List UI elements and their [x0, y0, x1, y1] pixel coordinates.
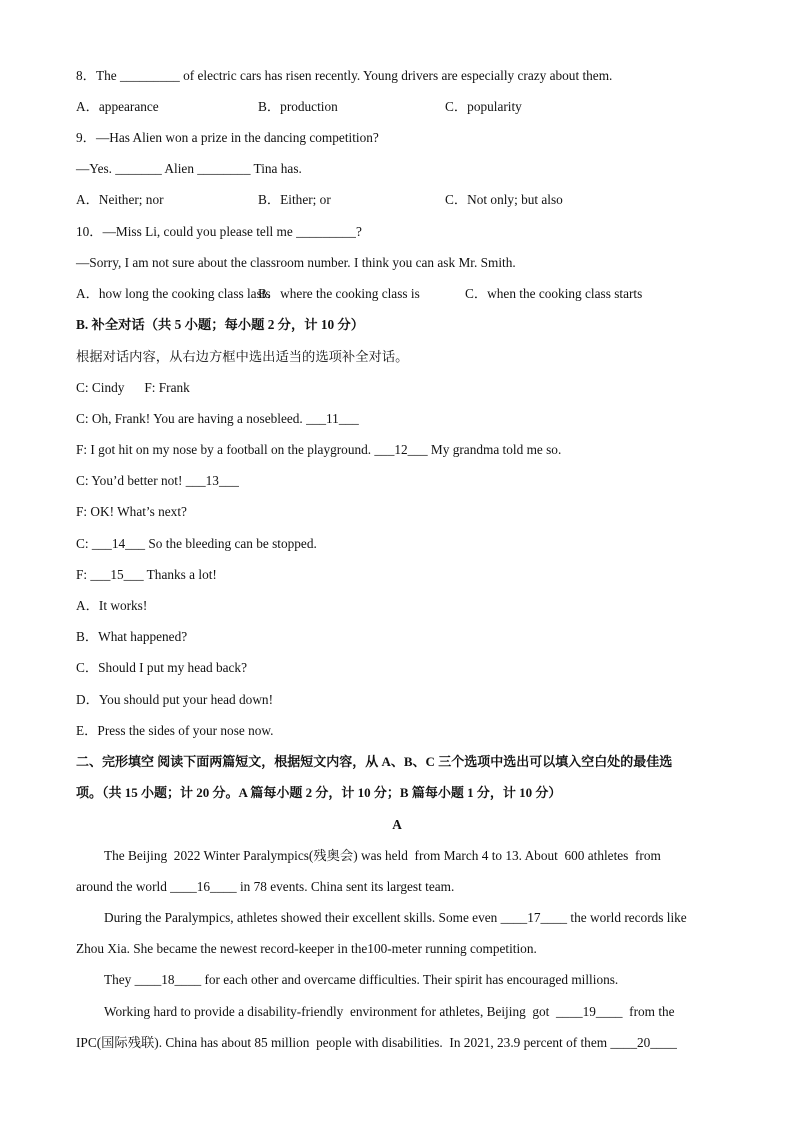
passage-line: They ____18____ for each other and overcame difficulties. Their spirit has encouraged millions. — [104, 972, 619, 987]
part-two-heading-line1: 二、完形填空 阅读下面两篇短文，根据短文内容，从 A、B、C 三个选项中选出可以填入空白处的最佳选 — [76, 754, 673, 769]
q10-options — [76, 285, 718, 303]
passage-line: IPC(国际残联). China has about 85 million people with disabilities. In 2021, 23.9 percent of them ____20____ — [76, 1035, 677, 1050]
q10-option-a: A．how long the cooking class lasts — [76, 286, 271, 301]
dialogue-line: F: OK! What’s next? — [76, 504, 187, 519]
q10-option-b: B．where the cooking class is — [258, 286, 420, 301]
q8-options — [76, 98, 718, 116]
passage-line: The Beijing 2022 Winter Paralympics(残奥会) was held from March 4 to 13. About 600 athletes from — [104, 848, 661, 863]
section-b-heading: B. 补全对话（共 5 小题；每小题 2 分，计 10 分） — [76, 317, 365, 332]
q9-reply: —Yes. _______ Alien ________ Tina has. — [76, 161, 302, 176]
q8-option-c: C．popularity — [445, 99, 522, 114]
q9-option-a: A．Neither; nor — [76, 192, 164, 207]
passage-line: Zhou Xia. She became the newest record-keeper in the100-meter running competition. — [76, 941, 537, 956]
dialogue-line: C: ___14___ So the bleeding can be stopped. — [76, 536, 317, 551]
dialogue-line: C: Oh, Frank! You are having a nosebleed. ___11___ — [76, 411, 359, 426]
part-two-heading-line2: 项。（共 15 小题；计 20 分。A 篇每小题 2 分，计 10 分；B 篇每小题 1 分，计 10 分） — [76, 785, 562, 800]
dialogue-line: C: You’d better not! ___13___ — [76, 473, 239, 488]
q9-options — [76, 191, 718, 209]
q8-option-b: B．production — [258, 99, 338, 114]
passage-line: around the world ____16____ in 78 events. China sent its largest team. — [76, 879, 455, 894]
dialogue-line: F: ___15___ Thanks a lot! — [76, 567, 217, 582]
q10-option-c: C．when the cooking class starts — [465, 286, 643, 301]
dialogue-option: B．What happened? — [76, 629, 188, 644]
passage-line: During the Paralympics, athletes showed their excellent skills. Some even ____17____ the world records like — [104, 910, 687, 925]
passage-line: Working hard to provide a disability-friendly environment for athletes, Beijing got ____19____ from the — [104, 1004, 675, 1019]
q8-option-a: A．appearance — [76, 99, 159, 114]
q8-stem: 8．The _________ of electric cars has risen recently. Young drivers are especially crazy about them. — [76, 68, 613, 83]
q9-option-b: B．Either; or — [258, 192, 331, 207]
section-b-instruction: 根据对话内容，从右边方框中选出适当的选项补全对话。 — [76, 349, 409, 364]
dialogue-option: C．Should I put my head back? — [76, 660, 247, 675]
dialogue-speakers: C: Cindy F: Frank — [76, 380, 190, 395]
q10-reply: —Sorry, I am not sure about the classroom number. I think you can ask Mr. Smith. — [76, 255, 516, 270]
dialogue-line: F: I got hit on my nose by a football on the playground. ___12___ My grandma told me so. — [76, 442, 562, 457]
q10-stem: 10．—Miss Li, could you please tell me _________? — [76, 224, 362, 239]
q9-option-c: C．Not only; but also — [445, 192, 563, 207]
dialogue-option: A．It works! — [76, 598, 148, 613]
dialogue-option: E．Press the sides of your nose now. — [76, 723, 274, 738]
passage-label: A — [392, 817, 402, 832]
q9-stem: 9．—Has Alien won a prize in the dancing competition? — [76, 130, 379, 145]
dialogue-option: D．You should put your head down! — [76, 692, 273, 707]
